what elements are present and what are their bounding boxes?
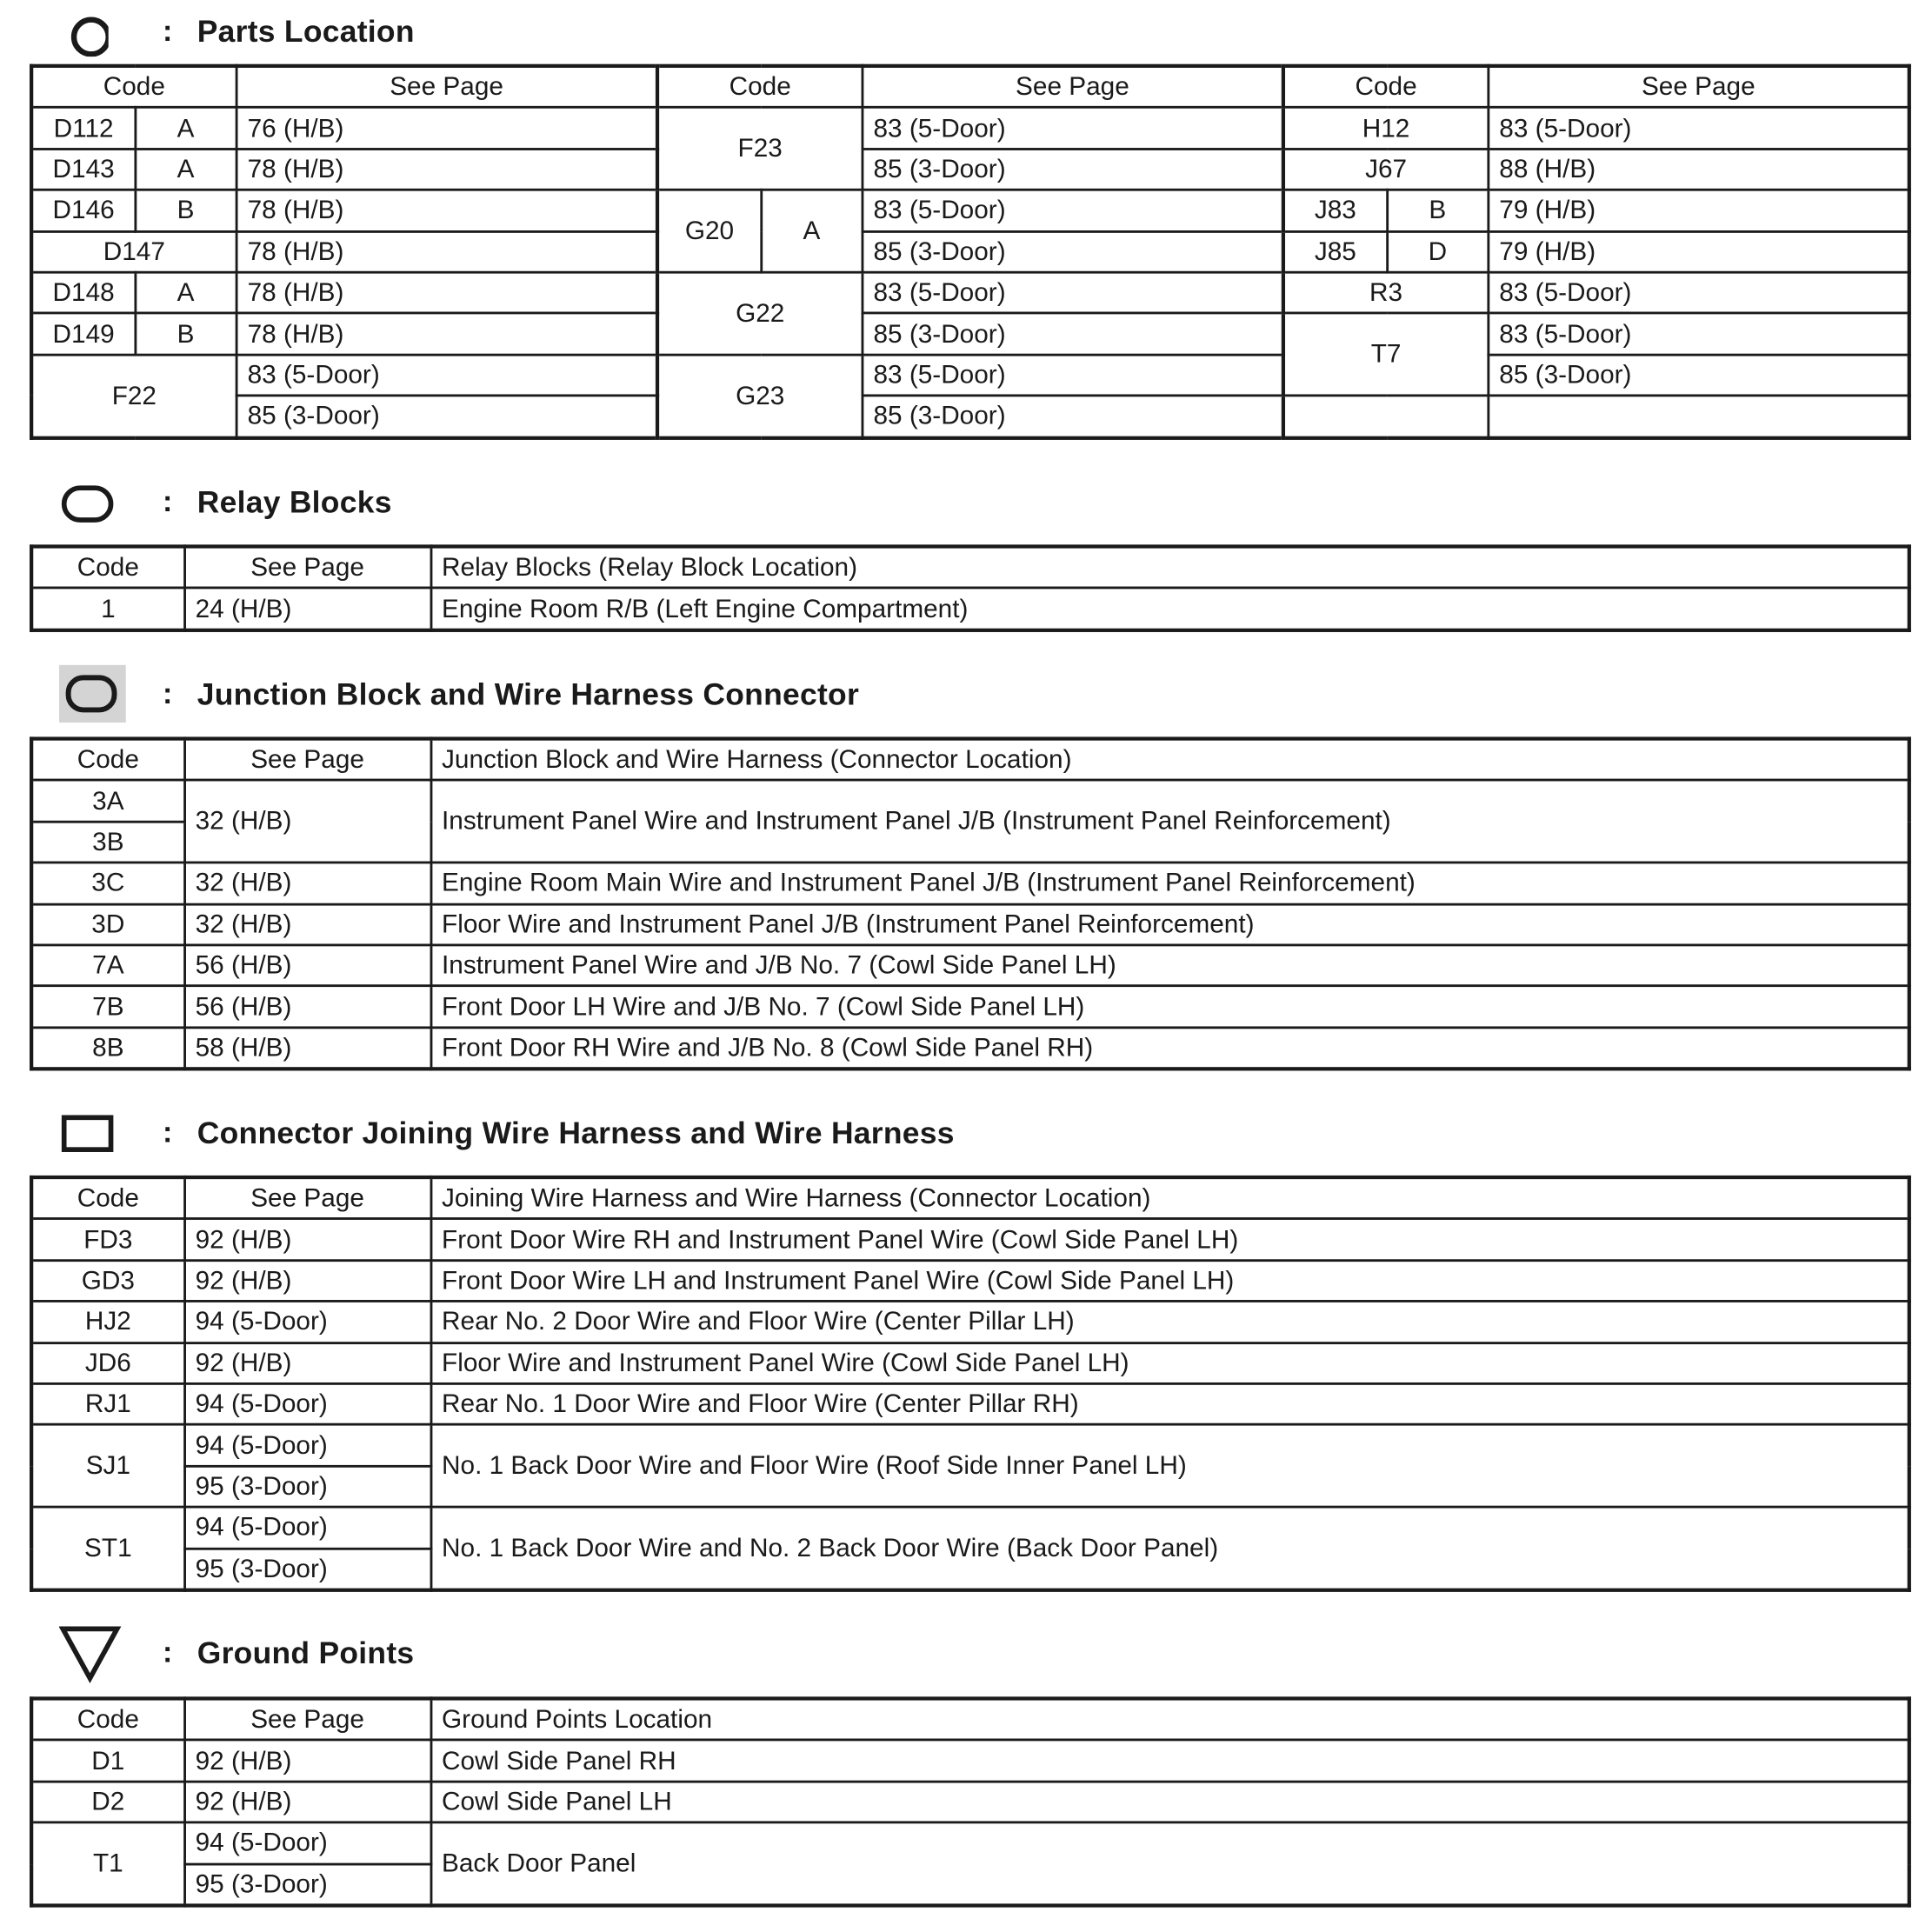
section-title: Parts Location [197, 14, 415, 49]
table-row [31, 231, 1909, 272]
code-cell: D143 [31, 149, 135, 190]
circle-icon [59, 3, 128, 62]
column-header: Joining Wire Harness and Wire Harness (Connector Location) [430, 1177, 1909, 1219]
rectangle-icon [59, 1104, 128, 1163]
desc-cell: Instrument Panel Wire and J/B No. 7 (Cowl Side Panel LH) [430, 945, 1909, 986]
page-cell: 95 (3-Door) [184, 1863, 430, 1905]
page-cell: 83 (5-Door) [1489, 313, 1909, 354]
section-title: Connector Joining Wire Harness and Wire Harness [197, 1116, 955, 1150]
page-cell: 24 (H/B) [184, 589, 430, 630]
table-row [31, 355, 1909, 396]
page-cell: 76 (H/B) [237, 108, 657, 149]
table-row [31, 1425, 1909, 1466]
code-cell: 3A [31, 781, 184, 822]
table-row [31, 108, 1909, 149]
table-row [31, 1507, 1909, 1548]
colon: : [163, 485, 173, 519]
page-cell: 92 (H/B) [184, 1782, 430, 1822]
sub-code-cell: A [135, 149, 236, 190]
sub-code-cell: A [135, 272, 236, 313]
code-cell: HJ2 [31, 1302, 184, 1342]
table-row [31, 863, 1909, 903]
page-cell: 94 (5-Door) [184, 1425, 430, 1466]
code-cell: J67 [1283, 149, 1489, 190]
table-header-row [31, 1698, 1909, 1740]
parts-location-table [30, 64, 1911, 440]
page-cell: 94 (5-Door) [184, 1822, 430, 1863]
column-header: Code [31, 546, 184, 588]
page-cell: 95 (3-Door) [184, 1549, 430, 1590]
code-cell: R3 [1283, 272, 1489, 313]
table-row [31, 1342, 1909, 1383]
page-cell: 78 (H/B) [237, 149, 657, 190]
desc-cell: Engine Room Main Wire and Instrument Panel J/B (Instrument Panel Reinforcement) [430, 863, 1909, 903]
column-header: See Page [184, 739, 430, 781]
table-header-row [31, 739, 1909, 781]
table-header-row [31, 546, 1909, 588]
code-cell: F23 [657, 108, 863, 190]
table-row [31, 986, 1909, 1027]
page-cell: 79 (H/B) [1489, 231, 1909, 272]
table-row [31, 149, 1909, 190]
ground-points-table [30, 1696, 1911, 1907]
page-cell: 85 (3-Door) [863, 313, 1283, 354]
page-cell: 58 (H/B) [184, 1027, 430, 1069]
code-cell: D146 [31, 190, 135, 230]
table-row [31, 1822, 1909, 1863]
code-cell: GD3 [31, 1260, 184, 1301]
code-cell: T7 [1283, 313, 1489, 396]
page-cell: 94 (5-Door) [184, 1302, 430, 1342]
page-cell: 92 (H/B) [184, 1740, 430, 1781]
sub-code-cell: B [135, 313, 236, 354]
colon: : [163, 677, 173, 711]
code-cell: F22 [31, 355, 237, 437]
code-cell: G20 [657, 190, 761, 272]
page-cell: 56 (H/B) [184, 945, 430, 986]
page-cell: 85 (3-Door) [863, 396, 1283, 437]
colon: : [163, 15, 173, 49]
page-cell: 92 (H/B) [184, 1260, 430, 1301]
colon: : [163, 1116, 173, 1150]
code-cell: 7A [31, 945, 184, 986]
page-cell: 85 (3-Door) [1489, 355, 1909, 396]
page-cell: 83 (5-Door) [1489, 272, 1909, 313]
desc-cell: No. 1 Back Door Wire and Floor Wire (Roof Side Inner Panel LH) [430, 1425, 1909, 1508]
desc-cell: Rear No. 1 Door Wire and Floor Wire (Center Pillar RH) [430, 1383, 1909, 1424]
desc-cell: Engine Room R/B (Left Engine Compartment) [430, 589, 1909, 630]
table-row [31, 589, 1909, 630]
page-cell: 95 (3-Door) [184, 1466, 430, 1507]
sub-code-cell: D [1387, 231, 1488, 272]
code-cell: H12 [1283, 108, 1489, 149]
code-cell: D149 [31, 313, 135, 354]
empty-cell [1283, 396, 1489, 437]
desc-cell: Front Door RH Wire and J/B No. 8 (Cowl Side Panel RH) [430, 1027, 1909, 1069]
column-header: Code [31, 1177, 184, 1219]
code-cell: 7B [31, 986, 184, 1027]
code-cell: 3D [31, 904, 184, 945]
table-row [31, 781, 1909, 822]
page-cell: 85 (3-Door) [237, 396, 657, 437]
page-cell: 56 (H/B) [184, 986, 430, 1027]
table-row [31, 1740, 1909, 1781]
page-cell: 94 (5-Door) [184, 1383, 430, 1424]
sub-code-cell: A [761, 190, 862, 272]
code-cell: 3B [31, 822, 184, 863]
column-header: Code [657, 66, 863, 108]
section-title: Ground Points [197, 1636, 415, 1670]
code-cell: D112 [31, 108, 135, 149]
code-cell: G23 [657, 355, 863, 437]
code-cell: J85 [1283, 231, 1387, 272]
page-cell: 83 (5-Door) [863, 108, 1283, 149]
column-header: Junction Block and Wire Harness (Connector Location) [430, 739, 1909, 781]
desc-cell: Front Door Wire RH and Instrument Panel Wire (Cowl Side Panel LH) [430, 1219, 1909, 1260]
desc-cell: Instrument Panel Wire and Instrument Panel J/B (Instrument Panel Reinforcement) [430, 781, 1909, 863]
table-row [31, 1782, 1909, 1822]
down-triangle-icon [59, 1624, 128, 1683]
sub-code-cell: B [135, 190, 236, 230]
page-cell: 78 (H/B) [237, 272, 657, 313]
code-cell: 8B [31, 1027, 184, 1069]
code-cell: D147 [31, 231, 237, 272]
column-header: See Page [184, 1177, 430, 1219]
code-cell: JD6 [31, 1342, 184, 1383]
desc-cell: No. 1 Back Door Wire and No. 2 Back Door Wire (Back Door Panel) [430, 1507, 1909, 1589]
desc-cell: Cowl Side Panel RH [430, 1740, 1909, 1781]
column-header: Code [31, 66, 237, 108]
page-cell: 32 (H/B) [184, 904, 430, 945]
desc-cell: Front Door Wire LH and Instrument Panel Wire (Cowl Side Panel LH) [430, 1260, 1909, 1301]
code-cell: G22 [657, 272, 863, 355]
table-row [31, 1219, 1909, 1260]
code-cell: D1 [31, 1740, 184, 1781]
table-row [31, 904, 1909, 945]
relay-blocks-header [59, 473, 392, 532]
table-row [31, 1260, 1909, 1301]
page-cell: 32 (H/B) [184, 863, 430, 903]
table-row [31, 396, 1909, 437]
page-cell: 83 (5-Door) [863, 272, 1283, 313]
table-row [31, 313, 1909, 354]
code-cell: SJ1 [31, 1425, 184, 1508]
page-cell: 94 (5-Door) [184, 1507, 430, 1548]
code-cell: ST1 [31, 1507, 184, 1589]
code-cell: J83 [1283, 190, 1387, 230]
column-header: Code [31, 739, 184, 781]
column-header: Ground Points Location [430, 1698, 1909, 1740]
page-cell: 78 (H/B) [237, 190, 657, 230]
column-header: See Page [184, 546, 430, 588]
page-cell: 92 (H/B) [184, 1219, 430, 1260]
table-row [31, 1302, 1909, 1342]
table-row [31, 1027, 1909, 1069]
desc-cell: Back Door Panel [430, 1822, 1909, 1905]
table-row [31, 190, 1909, 230]
page-cell: 79 (H/B) [1489, 190, 1909, 230]
page-cell: 83 (5-Door) [863, 355, 1283, 396]
page-cell: 78 (H/B) [237, 231, 657, 272]
page-cell: 85 (3-Door) [863, 149, 1283, 190]
junction-block-header [59, 665, 859, 724]
column-header: See Page [863, 66, 1283, 108]
code-cell: D148 [31, 272, 135, 313]
code-cell: 1 [31, 589, 184, 630]
column-header: Code [1283, 66, 1489, 108]
shaded-rounded-rect-icon [59, 665, 128, 724]
code-cell: T1 [31, 1822, 184, 1905]
desc-cell: Rear No. 2 Door Wire and Floor Wire (Center Pillar LH) [430, 1302, 1909, 1342]
section-title: Junction Block and Wire Harness Connector [197, 676, 860, 712]
table-row [31, 945, 1909, 986]
ground-points-header [59, 1624, 414, 1683]
desc-cell: Floor Wire and Instrument Panel Wire (Cowl Side Panel LH) [430, 1342, 1909, 1383]
code-cell: D2 [31, 1782, 184, 1822]
table-header-row [31, 66, 1909, 108]
page-cell: 83 (5-Door) [1489, 108, 1909, 149]
section-title: Relay Blocks [197, 484, 392, 520]
sub-code-cell: B [1387, 190, 1488, 230]
desc-cell: Floor Wire and Instrument Panel J/B (Instrument Panel Reinforcement) [430, 904, 1909, 945]
parts-location-header [59, 3, 415, 62]
column-header: See Page [1489, 66, 1909, 108]
desc-cell: Front Door LH Wire and J/B No. 7 (Cowl Side Panel LH) [430, 986, 1909, 1027]
junction-block-table [30, 736, 1911, 1070]
page-cell: 83 (5-Door) [237, 355, 657, 396]
page-cell: 78 (H/B) [237, 313, 657, 354]
page-cell: 85 (3-Door) [863, 231, 1283, 272]
page-cell: 83 (5-Door) [863, 190, 1283, 230]
colon: : [163, 1636, 173, 1670]
page-cell: 32 (H/B) [184, 781, 430, 863]
table-header-row [31, 1177, 1909, 1219]
column-header: See Page [237, 66, 657, 108]
rounded-rect-icon [59, 473, 128, 532]
relay-blocks-table [30, 544, 1911, 631]
code-cell: RJ1 [31, 1383, 184, 1424]
connector-joining-header [59, 1104, 955, 1163]
connector-joining-table [30, 1176, 1911, 1592]
sub-code-cell: A [135, 108, 236, 149]
code-cell: 3C [31, 863, 184, 903]
page-cell: 92 (H/B) [184, 1342, 430, 1383]
column-header: See Page [184, 1698, 430, 1740]
column-header: Relay Blocks (Relay Block Location) [430, 546, 1909, 588]
code-cell: FD3 [31, 1219, 184, 1260]
page-cell: 88 (H/B) [1489, 149, 1909, 190]
empty-cell [1489, 396, 1909, 437]
desc-cell: Cowl Side Panel LH [430, 1782, 1909, 1822]
table-row [31, 272, 1909, 313]
column-header: Code [31, 1698, 184, 1740]
table-row [31, 1383, 1909, 1424]
